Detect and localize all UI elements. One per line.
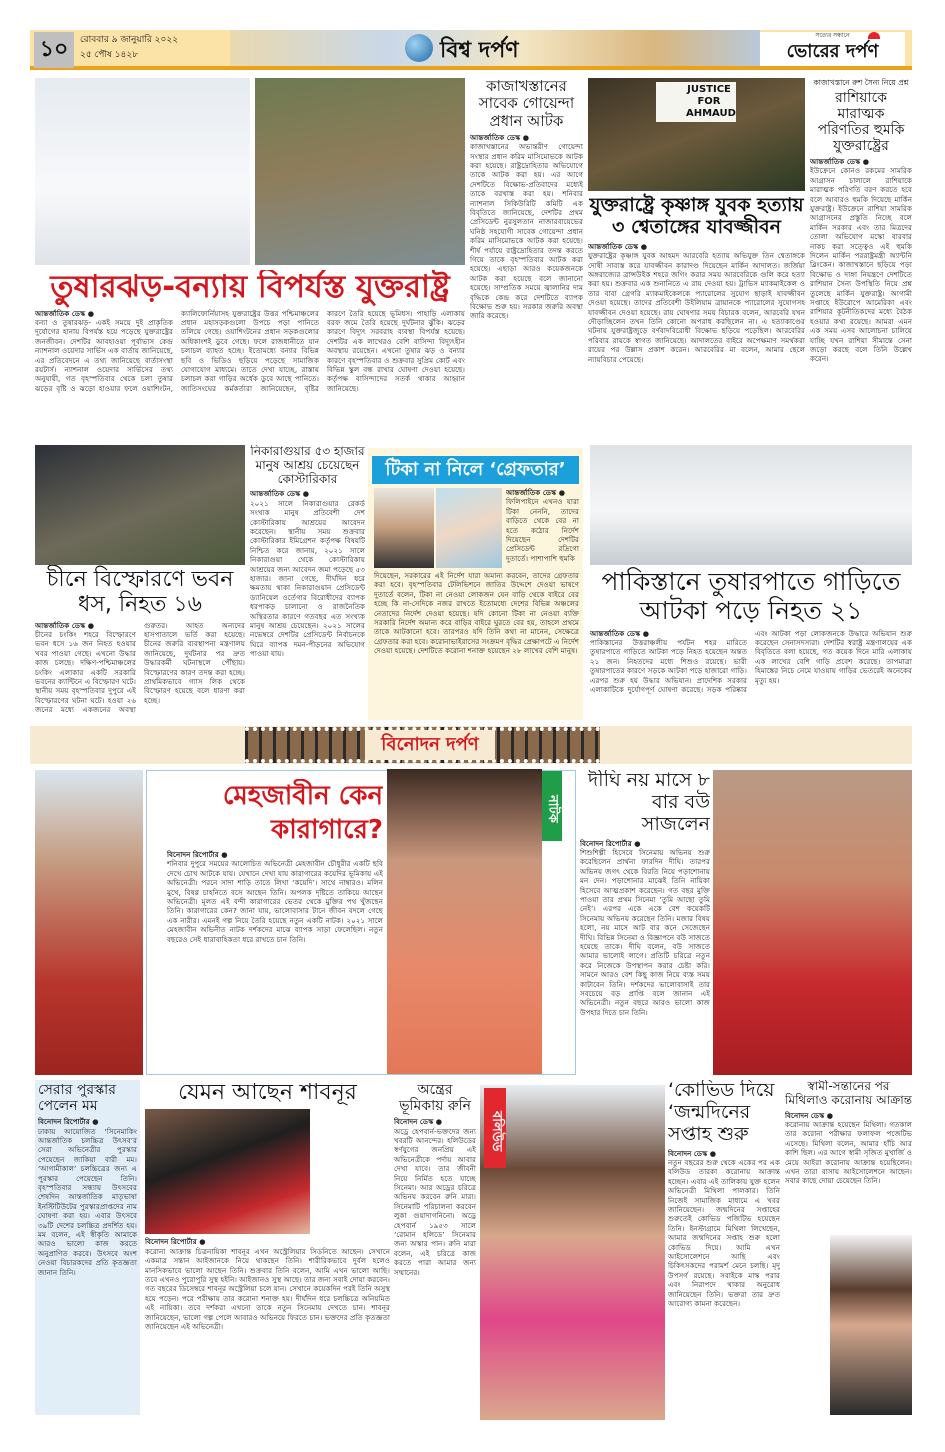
nicaragua-text: ২০২১ সালে নিকারাগুয়ার রেকর্ড সংখ্যক মানুষ প্রতিবেশী দেশ কোস্টারিকায় আশ্রয়ের আবেদন করেছেন। স্থানীয় সময় শুক্রবার কোস্টারিকার ইমিগ্রেশন কর্তৃপক্ষ বিষয়টি নিশ্চিত করে জানায়, ২০২১ সালে নিকারাগুয়া থেকে কোস্টারিকায় আশ্রয়ের জন্য আবেদন জমা পড়েছে ৫৩ হাজার। জানা গেছে, দীর্ঘদিন ধরে ক্ষমতায় থাকা নিকারাগুয়ান প্রেসিডেন্ট ড্যানিয়েল ওর্তেগার বিরোধীদের ব্যাপক ধরপাকড় চালানো ও রাজনৈতিক অস্থিরতার কারণে গতবছর এত সংখ্যক মানুষ আশ্রয় চেয়েছেন। ২০২১ সালের নভেম্বরে দেশটির প্রেসিডেন্ট নির্বাচনকে ঘিরে ব্যাপক দমন-পীড়নের অভিযোগ পাওয়া যায়। (250, 498, 365, 659)
china-text: চীনের চংকিং শহরে বিস্ফোরণে ভবন ধসে ১৬ জন নিহত হওয়ার খবর পাওয়া গেছে। এখনো উদ্ধার কাজ চলছে। দক্ষিণ-পশ্চিমাঞ্চলের চংকিং এলাকার একটি সরকারি ভবনের ক্যান্টিনে এ বিস্ফোরণ ঘটে। স্থানীয় সময় বৃহস্পতিবার দুপুরে এই বিস্ফোরণের ঘটনা ঘটে। হওয়া ২৬ জনের মধ্যে একজনের অবস্থা গুরুতর। আহত অন্যদের হাসপাতালে ভর্তি করা হয়েছে। চীনের জরুরি ব্যবস্থাপনা মন্ত্রণালয় জানিয়েছে, দুর্ঘটনার পর দ্রুত উদ্ধারকর্মী ঘটনাস্থলে পৌঁছায়। বিস্ফোরণের কারণ তদন্ত করা হচ্ছে। প্রাথমিকভাবে গ্যাস লিক থেকে বিস্ফোরণ হয়েছে বলে ধারণা করা হচ্ছে। (35, 620, 245, 715)
paper-name: ভোরের দর্পণ (786, 41, 879, 62)
us-storm-headline: তুষারঝড়-বন্যায় বিপর্যস্ত যুক্তরাষ্ট্র (50, 270, 450, 305)
mehjabin-photo (387, 769, 542, 1074)
russia-headline: রাশিয়াকে মারাত্মক পরিণতির হুমকি যুক্তরাষ্ট্রের (817, 89, 905, 154)
shabnur-headline: যেমন আছেন শাবনূর (178, 1080, 357, 1105)
pakistan-desk: আন্তর্জাতিক ডেস্ক ● (590, 628, 649, 638)
entertainment-banner (30, 726, 912, 764)
snow-walker-photo (35, 78, 250, 265)
mom-text: ঢাকায় আয়োজিত ‘সিনেমাকিং আন্তর্জাতিক চলচ্চিত্র উৎসব’র সেরা অভিনেত্রীর পুরস্কার পেয়েছেন জাকিয়া বারী মম। ‘আগামীকাল’ চলচ্চিত্রের জন্য এ পুরস্কার পেয়েছেন তিনি। বৃহস্পতিবার সন্ধ্যায় উৎসবের শেষদিন আন্তর্জাতিক মাতৃভাষা ইনস্টিটিউটের পুরস্কারপ্রাপ্তদের নাম ঘোষণা করা হয়। এবার উৎসবে ৩৯টি দেশের চলচ্চিত্র প্রদর্শিত হয়। মম বলেন, এই স্বীকৃতি আমাকে আরও ভালো কাজ করতে অনুপ্রাণিত করবে। উৎসবে অংশ নেওয়া বিচারকদের প্রতি কৃতজ্ঞতা জানান তিনি। (38, 1126, 137, 1277)
pakistan-body (590, 629, 912, 721)
section-title: বিশ্ব দর্পণ (440, 38, 519, 63)
mehjabin-headline: মেহজাবীন কেন কারাগারে? (222, 781, 383, 845)
mithila-text: করোনায় আক্রান্ত হয়েছেন মিথিলা। গতকাল তার করোনা পরীক্ষার ফলাফল পজেটিভ এসেছে। মিথিলা বলেন, আমার হাঁচি আর কাশি ছিল। এর আগে স্বামী সৃজিত মুখার্জি ও মেয়ে আইরা করোনায় আক্রান্ত হয়েছিলেন। এখন তারা বাসায় আইসোলেশনে আছেন। সবার কাছে দোয়া চেয়েছেন তিনি। (785, 1120, 912, 1186)
page-header (30, 30, 912, 70)
us-storm-desk: আন্তর্জাতিক ডেস্ক ● (35, 308, 94, 318)
china-desk: আন্তর্জাতিক ডেস্ক ● (35, 620, 94, 630)
sun-icon (868, 32, 880, 39)
mehjabin-desk: বিনোদন রিপোর্টার ● (167, 850, 228, 859)
dighi-body (580, 839, 710, 1075)
china-body (35, 621, 245, 720)
runi-headline: অন্ত্রের ভূমিকায় রুনি (399, 1082, 471, 1115)
nicaragua-headline: নিকারাগুয়ার ৫৩ হাজার মানুষ আশ্রয় চেয়েছেন কোস্টারিকার (250, 445, 365, 486)
china-headline: চীনে বিস্ফোরণে ভবন ধস, নিহত ১৬ (46, 567, 234, 618)
flood-aerial-photo (255, 78, 465, 265)
us-storm-body (35, 309, 465, 440)
mithila-body (785, 1111, 912, 1230)
mom-desk: বিনোদন রিপোর্টার ● (38, 1117, 99, 1127)
runi-desk: বিনোদন ডেস্ক ● (394, 1117, 443, 1127)
dighi-bride-photo (713, 770, 912, 1075)
china-explosion-photo (35, 445, 245, 565)
bangla-date: ২৫ পৌষ ১৪২৮ (80, 50, 139, 60)
mithila-headline: স্বামী-সন্তানের পর মিথিলাও করোনায় আক্রান্ত (785, 1080, 912, 1107)
mehjabin-body (167, 850, 383, 1071)
nicaragua-desk: আন্তর্জাতিক ডেস্ক ● (250, 489, 309, 499)
page-number: ১০ (34, 32, 74, 68)
vaccine-body-top (506, 488, 579, 568)
mithila-photo (830, 1235, 912, 1415)
vaccination-photo (436, 488, 502, 568)
vaccine-box (368, 448, 583, 720)
kazakh-text: কাজাখস্তানের অভ্যন্তরীণ গোয়েন্দা সংস্থার প্রধান করিম মাসিমোভকে আটক করা হয়েছে। রাষ্ট্রদ্রোহিতার অভিযোগে তাকে আটক করা হয়। এর আগে দেশটিতে বিক্ষোভ-প্রতিবাদের মধ্যেই তাকে বরখাস্ত করা হয়। শনিবার ন্যাশনাল সিকিউরিটি কমিটি এক বিবৃতিতে জানিয়েছে, দেশটির প্রথম প্রেসিডেন্ট নুরসুলতান নাজারবায়েভের ঘনিষ্ঠ সহযোগী সাবেক গোয়েন্দা প্রধান করিম মাসিমোভকে আটক করা হয়েছে। শীর্ষ পর্যায়ে রাষ্ট্রদ্রোহিতার তদন্ত করতে গিয়ে তাকে বৃহস্পতিবার আটক করা হয়েছে। এছাড়া আরও কয়েকজনকে আটক করা হয়েছে বলে জানানো হয়েছে। সাম্প্রতিক সময়ে জ্বালানির দাম বৃদ্ধিকে কেন্দ্র করে দেশটিতে ব্যাপক বিক্ষোভ শুরু হয়। সরকার জরুরি অবস্থা জারি করেছে। (470, 142, 583, 321)
issue-date: রোববার ৯ জানুয়ারি ২০২২ (80, 35, 179, 45)
pakistan-text: পাকিস্তানের উত্তরাঞ্চলীয় পর্যটন শহর মারিতে তুষারপাতে গাড়িতে আটকা পড়ে নিহত হয়েছেন অন্তত ২১ জন। নিহতদের মধ্যে শিশুও রয়েছে। ভারী তুষারপাতের কারণে সড়কে আটকা পড়ে হাজারো গাড়ি। এরপর শুরু হয় উদ্ধার অভিযান। প্রাদেশিক সরকার এলাকাটিকে দুর্যোগপূর্ণ ঘোষণা করেছে। সড়ক পরিষ্কার এবং আটকা পড়া লোকজনকে উদ্ধারে অভিযান শুরু করেছেন সেনাসদস্যরা। দেশটির স্বরাষ্ট্র মন্ত্রণালয়ের এক বিবৃতিতে বলা হয়েছে, গত কয়েক দিনে মারি এলাকায় এক লাখের বেশি গাড়ি প্রবেশ করেছে। তাপমাত্রা হিমাঙ্কের নিচে নেমে যাওয়ায় গাড়ির ভেতরেই অনেকের মৃত্যু হয়। (590, 628, 912, 694)
duterte-photo (374, 488, 434, 568)
pakistan-snow-photo (590, 445, 912, 565)
mom-headline: সেরার পুরস্কার পেলেন মম (38, 1082, 116, 1115)
kazakh-body (470, 133, 583, 440)
covid-birthday-text: নতুন বছরের শুরু থেকে একের পর এক বলিউড তারকা করোনায় আক্রান্ত হচ্ছেন। এবার এই তালিকায় যুক্ত হলেন অভিনেত্রী মিথিলা পালকার। তিনি নিজেই সামাজিক মাধ্যমে এ খবর জানিয়েছেন। জন্মদিনের সপ্তাহের শুরুতেই কোভিড পজিটিভ হয়েছেন তিনি। ইনস্টাগ্রামে মিথিলা লিখেছেন, আমার জন্মদিনের সপ্তাহ শুরু হলো কোভিড দিয়ে। আমি এখন আইসোলেশনে আছি এবং চিকিৎসকদের পরামর্শ মেনে চলছি। মৃদু উপসর্গ রয়েছে। সবাইকে মাস্ক পরার এবং নিরাপদে থাকার অনুরোধ জানিয়েছেন তিনি। ভক্তরা তার দ্রুত আরোগ্য কামনা করেছেন। (668, 1157, 780, 1309)
mehjabin-text: শনিবার দুপুরে সময়ের আলোচিত অভিনেত্রী মেহজাবীন চৌধুরীর একটি ছবি দেখে চোখ আটকে যায়। যেখানে দেখা যায় কারাগারের কয়েদির ভূমিকায় এই অভিনেত্রী। পরনে সাদা শাড়ি তাতে লিখা ‘কয়েদি’। সাথে নাম্বারও। মলিন মুখে, বিষণ্ণ চাহনিতে বসে আছেন তিনি। অপলক দৃষ্টিতে তাকিয়ে আছেন অভিনেত্রী। মূলত এই বন্দী কারাগারের ভেতর থেকে মুক্তির পথ খুঁজছেন তিনি। কারাগারের কেন? জানা যায়, ভালোবাসার টানে জীবন বদলে গেছে এক নারীর। এমনই গল্প নিয়ে তৈরি হয়েছে নতুন একটি নাটক। ২০২১ সালে মেহজাবীন অভিনীত নাটক দর্শকদের মাঝে ব্যাপক সাড়া ফেলেছিল। নতুন বছরেও সেই ধারাবাহিকতা ধরে রাখতে চান তিনি। (167, 859, 383, 944)
justice-protest-photo (588, 78, 805, 191)
runi-text: অড্রে হেপবার্ন-ভক্তদের জন্য খবরটি আনন্দের। হলিউডের স্বর্ণযুগের জনপ্রিয় এই অভিনেত্রীকে পর্দায় আবার দেখা যাবে। তার জীবনী নিয়ে নির্মিত হতে যাচ্ছে সিনেমা। আর অড্রের চরিত্রে অভিনয় করবেন রুনি মারা। সিনেমাটি পরিচালনা করবেন লুকা গুয়াদাগনিনো। অড্রে হেপবার্ন ১৯৫৩ সালে ‘রোমান হলিডে’ সিনেমার জন্য অস্কার পান। রুনি মারা বলেন, এই চরিত্রে কাজ করতে পারা আমার জন্য সম্মানের। (394, 1126, 476, 1277)
ahmaud-text: যুক্তরাষ্ট্রের কৃষ্ণাঙ্গ যুবক আহমদ আরবেরি হত্যায় অভিযুক্ত তিন শ্বেতাঙ্গকে দোষী সাব্যস্ত করে যাবজ্জীবন কারাদণ্ড দিয়েছেন মার্কিন আদালত। জর্জিয়া অঙ্গরাজ্যের ব্রান্সউইক শহরে জগিং করার সময় আরবেরিকে গুলি করে হত্যা করা হয়। শুক্রবার এক শুনানিতে এ রায় দেওয়া হয়। ট্রাভিস ম্যাকমাইকেল ও তার বাবা গ্রেগরি ম্যাকমাইকেলকে প্যারোলের সুযোগ ছাড়াই যাবজ্জীবন দেওয়া হয়েছে। তাদের প্রতিবেশী উইলিয়াম ব্রায়ানকে প্যারোলের সুযোগসহ যাবজ্জীবন দেওয়া হয়েছে। রায় ঘোষণার সময় বিচারক বলেন, আরবেরি যখন দৌড়াচ্ছিলেন তখন তিনি কোনো অপরাধ করছিলেন না। এ হত্যাকাণ্ডের ঘটনায় যুক্তরাষ্ট্রজুড়ে বর্ণবাদবিরোধী বিক্ষোভ ছড়িয়ে পড়েছিল। আরবেরির পরিবার রায়কে স্বাগত জানিয়েছে। আদালতের বাইরে অপেক্ষমাণ সমর্থকরা রায়ের পর উল্লাস প্রকাশ করেন। আরবেরির মা বলেন, আমার ছেলে ন্যায়বিচার পেয়েছে। (588, 251, 805, 364)
paper-tagline: সত্যের সন্ধানে (815, 32, 850, 39)
globe-icon (405, 34, 433, 62)
shabnur-text: করোনা আক্রান্ত চিত্রনায়িকা শাবনূর এখন অস্ট্রেলিয়ার সিডনিতে আছেন। সেখানে একমাত্র সন্তান আইজানকে নিয়ে থাকছেন তিনি। শারীরিকভাবে দুর্বল হলেও মানসিকভাবে ভালো আছেন তিনি। শুক্রবার তিনি বলেন, আমি এখন ভালো আছি। তবে এখনও পুরোপুরি সুস্থ হইনি। আইজানও সুস্থ আছে। তার জন্য সবাই দোয়া করবেন। গত বছরের ডিসেম্বরে শাবনূর অস্ট্রেলিয়া চলে যান। সেখানে কয়েকদিন পরই তিনি অসুস্থ হয়ে পড়েন। পরে পরীক্ষায় তার করোনা শনাক্ত হয়। দীর্ঘদিন ধরে চলচ্চিত্রে অনিয়মিত এই নায়িকা। তবে দর্শকরা এখনো তাকে নতুন সিনেমায় দেখতে চান। শাবনূর জানিয়েছেন, ভালো গল্প পেলে আবারও অভিনয়ে ফিরতে চান। ভক্তদের প্রতি কৃতজ্ঞতা জানিয়েছেন এই অভিনেত্রী। (145, 1246, 390, 1331)
ahmaud-body (588, 242, 805, 440)
mehjabin-box (146, 770, 576, 1075)
us-storm-text: বন্যা ও তুষারঝড়- একই সময়ে দুই প্রাকৃতিক দুর্যোগের হানায় বিপর্যস্ত হয়ে পড়েছে যুক্তরাষ্ট্রের জনজীবন। দেশটির আবহাওয়া পূর্বাভাস কেন্দ্র ন্যাশনাল ওয়েদার সার্ভিস এক বার্তায় জানিয়েছে, এর প্রতিবেদনে এ তথ্য জানিয়েছে বার্তাসংস্থা রয়টার্স। ন্যাশনাল ওয়েদার সার্ভিসের তথ্য অনুযায়ী, গত বৃহস্পতিবার থেকে চলা তুষার ঝড়ের বৃষ্টি ও ঝড়ো হাওয়ার ফলে ওয়াশিংটন, ক্যালিফোর্নিয়াসহ যুক্তরাষ্ট্রের উত্তর পশ্চিমাঞ্চলের প্রধান মহাসড়কগুলো উপচে পড়া পানিতে তলিয়ে গেছে। ওয়াশিংটনের প্রধান সড়কগুলোর অধিকাংশই ডুবে গেছে। ফলে রাজধানীতে যান চলাচল ব্যাহত হচ্ছে। ইতোমধ্যে বন্যার বিভিন্ন ছবি ও ভিডিও ছড়িয়ে পড়েছে সামাজিক যোগাযোগ মাধ্যমে। তাতে দেখা যাচ্ছে, রাস্তায় চলাচল করা গাড়ির অর্ধেক ডুবে আছে পানিতে। জাতিসংঘের কর্মকর্তারা জানিয়েছেন, বৃষ্টির কারণে তৈরি হয়েছে ভূমিধস। পাহাড়ি এলাকায় বরফ জমে তৈরি হয়েছে দুর্ঘটনার ঝুঁকি। ঝড়ের কারণে বিদ্যুৎ সরবরাহ ব্যবস্থা বিপর্যস্ত হয়েছে। দেশটির এক লাখেরও বেশি বাসিন্দা বিদ্যুৎহীন অবস্থায় রয়েছেন। এখনো তুষার ঝড় ও বন্যার কারণে বৃহস্পতিবার ও শুক্রবার সুপ্রিম কোর্ট এবং বিভিন্ন স্কুল বন্ধ রাখার ঘোষণা দেওয়া হয়েছে। কর্তৃপক্ষ বাসিন্দাদের সতর্ক থাকার আহ্বান জানিয়েছে। (35, 308, 465, 393)
runi-body (394, 1117, 476, 1416)
protest-sign: JUSTICE FOR AHMAUD (656, 82, 736, 122)
covid-birthday-desk: বিনোদন ডেস্ক ● (668, 1148, 717, 1158)
shabnur-desk: বিনোদন রিপোর্টার ● (145, 1237, 206, 1247)
vaccine-text-top: ফিলিপাইনে এখনও যারা টিকা নেননি, তাদের বাড়িতে থেকে বের না হতে কঠোর নির্দেশ দিয়েছেন দেশটির প্রেসিডেন্ট রদ্রিগো দুতার্তে। পাশাপাশি হুমকি (506, 497, 579, 563)
entertainment-section-title: বিনোদন দর্পণ (365, 730, 495, 760)
dighi-text: শিশুশিল্পী হিসেবে সিনেমায় অভিনয় শুরু করেছিলেন প্রার্থনা ফারদিন দীঘি। তারপর অভিনয় জগৎ থেকে বিরতি নিয়ে পড়াশোনায় মন দেন। পড়াশোনার মাঝেই তিনি নায়িকা হিসেবে আত্মপ্রকাশ করেছেন। গত বছর মুক্তি পাওয়া তার প্রথম সিনেমা ‘তুমি আছো তুমি নেই’। এরপর একে একে বেশ কয়েকটি সিনেমায় অভিনয় করেছেন তিনি। মজার বিষয় হলো, নয় মাসে আট বার কনে সেজেছেন দীঘি। বিভিন্ন সিনেমা ও বিজ্ঞাপনে বউ সাজতে হয়েছে তাকে। দীঘি বলেন, বউ সাজতে আমার ভালোই লাগে। প্রতিটি চরিত্রে নতুন করে নিজেকে উপস্থাপন করার চেষ্টা করি। সামনে আরও বেশ কিছু কাজ নিয়ে ব্যস্ত সময় কাটাবেন তিনি। দর্শকদের ভালোবাসাই তার সবচেয়ে বড় প্রাপ্তি বলে জানান এই অভিনেত্রী। নতুন বছরে আরও ভালো কাজ উপহার দিতে চান তিনি। (580, 847, 710, 1017)
vaccine-headline: টিকা না নিলে ‘গ্রেফতার’ (372, 456, 579, 484)
covid-birthday-headline: ‘কোভিড দিয়ে ‘জন্মদিনের সপ্তাহ শুরু (668, 1080, 775, 1145)
shabnur-body (145, 1237, 390, 1416)
vaccine-body: দিয়েছেন, সরকারের এই নির্দেশ যারা অমান্য করবেন, তাদের গ্রেফতার করা হবে। বৃহস্পতিবার টেলিভিশনে জাতির উদ্দেশে দেওয়া ভাষণে দুতার্তে বলেন, টিকা না নেওয়া লোকজন যেন বাড়ি থেকে বাইরে বের হচ্ছে কি না-সেদিকে নজর রাখতে ইতোমধ্যে দেশের বিভিন্ন অঞ্চলের নেতাদের নির্দেশ দেওয়া হয়েছে। যদি কোনো টিকা না নেওয়া ব্যক্তি সরকারি নির্দেশ অমান্য করে বাড়ির বাইরে ঘুরতে বের হয়, তাহলে প্রথমে তাকে আটকানো হবে। তারপরও যদি তিনি কথা না মানেন, সেক্ষেত্রে গ্রেফতার করা হবে। করোনাভাইরাসের সংক্রমণ বৃদ্ধির প্রেক্ষাপটে এ নির্দেশ দেওয়া হয়েছে। দেশটিতে করোনা শনাক্ত হয়েছেন ২৮ লাখের বেশি মানুষ। (374, 571, 579, 656)
ahmaud-desk: আন্তর্জাতিক ডেস্ক ● (588, 241, 647, 251)
pakistan-headline: পাকিস্তানে তুষারপাতে গাড়িতে আটকা পড়ে নিহত ২১ (601, 567, 901, 625)
russia-kicker: কাজাখস্তানে রুশ সৈন্য নিয়ে প্রশ্ন (813, 78, 909, 87)
russia-body (810, 157, 912, 440)
drama-tag: নাটক (542, 771, 562, 841)
russia-desk: আন্তর্জাতিক ডেস্ক ● (810, 156, 869, 166)
covid-birthday-body (668, 1149, 780, 1416)
russia-text: ইউক্রেনে কোনও রকমের সামরিক আগ্রাসন চালালে রাশিয়াকে মারাত্মক পরিণতি বরণ করতে হবে বলে আবারও হুমকি দিয়েছে মার্কিন যুক্তরাষ্ট্র। ইউক্রেনে রাশিয়া সামরিক আগ্রাসনের প্রস্তুতি নিচ্ছে বলে মার্কিন সরকার এবং তার মিত্রদের তোলা অভিযোগ মস্কো বারবার নাকচ করা সত্ত্বেও এই হুমকি দিলেন মার্কিন পররাষ্ট্রমন্ত্রী অ্যান্টনি ব্লিংকেন। কাজাখস্তানে ছড়িয়ে পড়া বিক্ষোভ ও দাঙ্গা নিয়ন্ত্রণে দেশটিতে রাশিয়ান সৈন্য উপস্থিতি নিয়ে প্রশ্ন তুলেছে মার্কিন যুক্তরাষ্ট্র। আগামী সপ্তাহে ইউরোপে আমেরিকা এবং রাশিয়ার কূটনীতিকদের মধ্যে বৈঠক হওয়ার কথা রয়েছে। আমরা এমন এক সময় এসব আলোচনা চালিয়ে যাচ্ছি যখন রাশিয়া সীমান্তে সেনা জড়ো করছে বলে তিনি উল্লেখ করেন। (810, 166, 912, 364)
mom-body (38, 1117, 137, 1413)
dighi-desk: বিনোদন রিপোর্টার ● (580, 838, 641, 848)
mithila-desk: বিনোদন ডেস্ক ● (785, 1110, 834, 1120)
bollywood-tag: বলিউড (484, 1088, 506, 1168)
paper-logo (760, 32, 905, 66)
mom-box (35, 1080, 140, 1415)
bollywood-actress-photo (480, 1085, 665, 1420)
actress-portrait-photo (35, 770, 143, 1075)
kazakh-desk: আন্তর্জাতিক ডেস্ক ● (470, 132, 529, 142)
ahmaud-headline: যুক্তরাষ্ট্রে কৃষ্ণাঙ্গ যুবক হত্যায় ৩ শ্বেতাঙ্গের যাবজ্জীবন (589, 194, 804, 238)
shabnur-photo (145, 1109, 310, 1234)
kazakh-headline: কাজাখস্তানের সাবেক গোয়েন্দা প্রধান আটক (478, 78, 575, 130)
dighi-headline: দীঘি নয় মাসে ৮ বার বউ সাজলেন (588, 770, 710, 835)
nicaragua-body (250, 489, 365, 720)
vaccine-desk: আন্তর্জাতিক ডেস্ক ● (506, 488, 565, 497)
